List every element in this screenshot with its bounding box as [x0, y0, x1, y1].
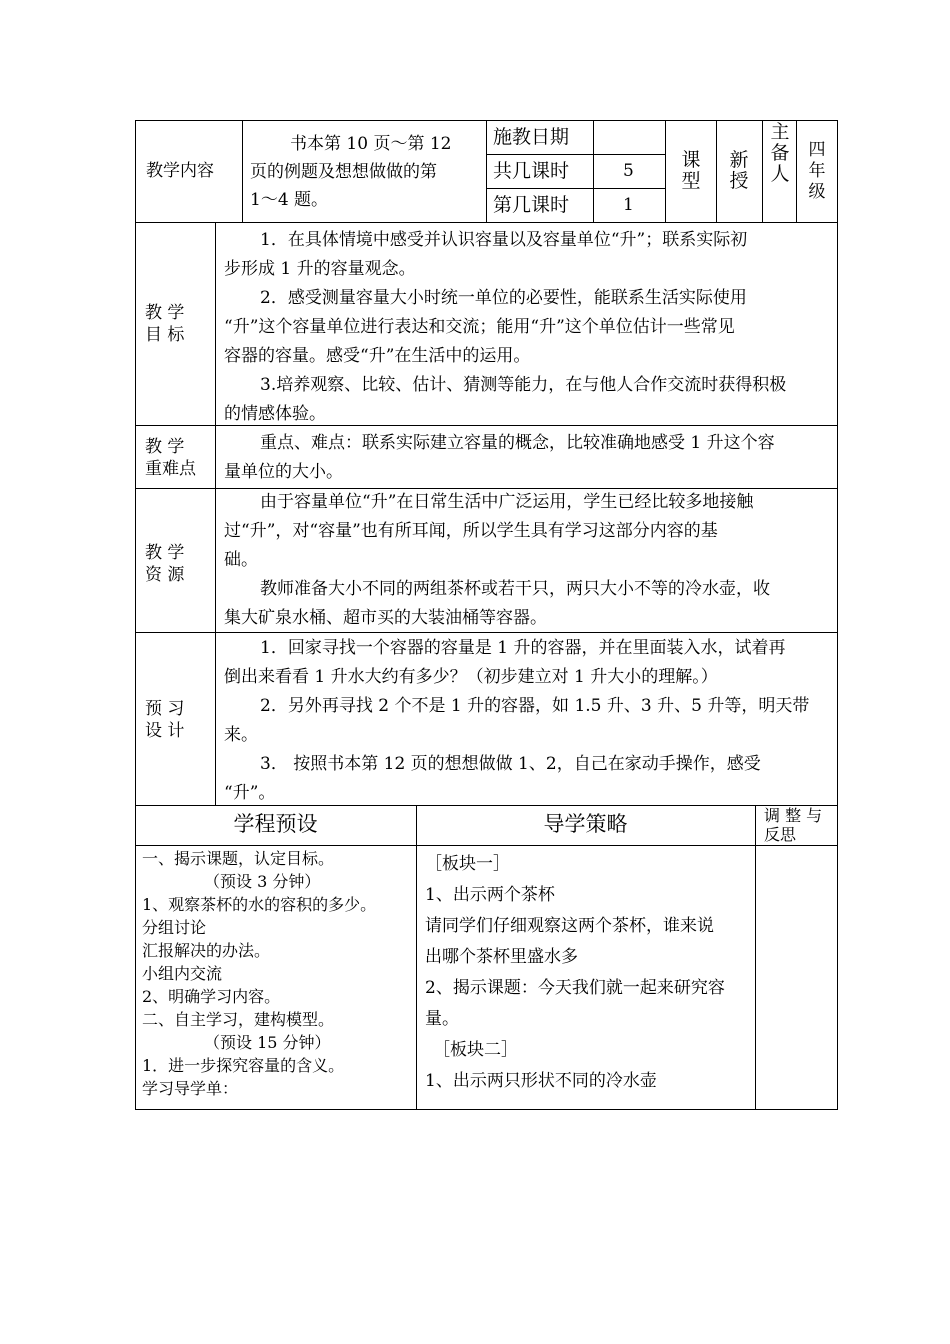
- strategy-line: 请同学们仔细观察这两个茶杯，谁来说: [425, 916, 714, 936]
- grade-value: [799, 140, 835, 203]
- preview-line: 1．回家寻找一个容器的容量是 1 升的容器，并在里面装入水，试着再: [260, 638, 786, 658]
- process-line: 二、自主学习，建构模型。: [142, 1010, 335, 1029]
- preview-label-line: 预 习: [145, 699, 185, 719]
- goals-line: 的情感体验。: [224, 404, 326, 424]
- preview-line: 3． 按照书本第 12 页的想想做做 1、2，自己在家动手操作，感受: [260, 754, 761, 774]
- reflect-column-header: [764, 806, 822, 844]
- rule-label-col: [215, 222, 216, 805]
- resources-line: 础。: [224, 550, 258, 570]
- process-line: 一、揭示课题，认定目标。: [142, 849, 335, 868]
- rule-h7: [796, 120, 797, 222]
- rule-colhead-bottom: [135, 845, 838, 846]
- rule-h1: [242, 120, 243, 222]
- rule-b1: [416, 805, 417, 1109]
- rule-right: [837, 120, 838, 1110]
- preview-line: 2．另外再寻找 2 个不是 1 升的容器，如 1.5 升、3 升、5 升等，明天带: [260, 696, 810, 716]
- rule-left: [135, 120, 136, 1110]
- teaching-content-text: [250, 130, 482, 214]
- content-line: 书本第 10 页～第 12: [290, 134, 452, 154]
- lesson-type-char: 型: [681, 170, 701, 192]
- process-content: [142, 847, 376, 1100]
- keypoints-line: 量单位的大小。: [224, 462, 343, 482]
- rule-b2: [755, 805, 756, 1109]
- current-period-value: 1: [623, 195, 634, 215]
- resources-label: [145, 542, 184, 586]
- goals-line: 2．感受测量容量大小时统一单位的必要性，能联系生活实际使用: [260, 288, 747, 308]
- strategy-column-header: 导学策略: [543, 812, 628, 836]
- lesson-type-value-char: 新: [729, 149, 749, 171]
- reflect-header-line: 反思: [764, 825, 797, 844]
- grade-char: 级: [808, 182, 826, 202]
- keypoints-line: 重点、难点：联系实际建立容量的概念，比较准确地感受 1 升这个容: [260, 433, 775, 453]
- rule-bottom: [135, 1109, 838, 1110]
- keypoints-label-line: 教 学: [145, 437, 185, 457]
- process-line: （预设 15 分钟）: [204, 1033, 331, 1052]
- content-line: 1～4 题。: [250, 190, 329, 210]
- preview-line: “升”。: [224, 783, 276, 803]
- current-period-label: 第几课时: [493, 194, 570, 216]
- strategy-line: 量。: [425, 1009, 459, 1029]
- strategy-line: ［板块一］: [425, 854, 510, 874]
- process-line: 2、明确学习内容。: [142, 987, 281, 1006]
- goals-line: 1．在具体情境中感受并认识容量以及容量单位“升”；联系实际初: [260, 230, 748, 250]
- date-label: 施教日期: [493, 126, 570, 148]
- process-line: 汇报解决的办法。: [142, 941, 271, 960]
- resources-line: 教师准备大小不同的两组茶杯或若干只，两只大小不等的冷水壶，收: [260, 579, 770, 599]
- resources-text: [224, 488, 770, 633]
- process-line: 分组讨论: [142, 918, 207, 937]
- goals-line: 3.培养观察、比较、估计、猜测等能力，在与他人合作交流时获得积极: [260, 375, 787, 395]
- process-line: 1．进一步探究容量的含义。: [142, 1056, 345, 1075]
- lead-preparer-label: [766, 122, 794, 185]
- goals-line: “升”这个容量单位进行表达和交流；能用“升”这个单位估计一些常见: [224, 317, 735, 337]
- resources-line: 过“升”，对“容量”也有所耳闻，所以学生具有学习这部分内容的基: [224, 521, 718, 541]
- reflect-header-line: 调 整 与: [764, 806, 823, 825]
- goals-line: 步形成 1 升的容量观念。: [224, 259, 416, 279]
- rule-h3: [593, 120, 594, 222]
- goals-text: [224, 226, 786, 429]
- rule-header-bottom: [135, 222, 838, 223]
- lesson-type-label: [670, 150, 712, 192]
- goals-label-line: 教 学: [145, 303, 185, 323]
- preview-line: 倒出来看看 1 升水大约有多少？（初步建立对 1 升大小的理解。）: [224, 667, 718, 687]
- preview-label-line: 设 计: [145, 721, 185, 741]
- rule-h5: [716, 120, 717, 222]
- goals-line: 容器的容量。感受“升”在生活中的运用。: [224, 346, 531, 366]
- strategy-line: 1、出示两个茶杯: [425, 885, 555, 905]
- rule-h2: [486, 120, 487, 222]
- process-line: 1、观察茶杯的水的容积的多少。: [142, 895, 377, 914]
- grade-char: 年: [808, 161, 826, 181]
- preparer-char: 备: [770, 142, 790, 164]
- preview-line: 来。: [224, 725, 258, 745]
- goals-label: [145, 302, 184, 346]
- lesson-type-value-char: 授: [729, 170, 749, 192]
- lesson-type-char: 课: [681, 149, 701, 171]
- process-column-header: 学程预设: [233, 812, 318, 836]
- process-line: （预设 3 分钟）: [204, 872, 321, 891]
- resources-line: 由于容量单位“升”在日常生活中广泛运用，学生已经比较多地接触: [260, 492, 754, 512]
- process-line: 小组内交流: [142, 964, 223, 983]
- resources-label-line: 教 学: [145, 543, 185, 563]
- teaching-content-label: 教学内容: [146, 161, 214, 181]
- strategy-line: ［板块二］: [433, 1040, 518, 1060]
- strategy-line: 2、揭示课题：今天我们就一起来研究容: [425, 978, 725, 998]
- preview-label: [145, 698, 184, 742]
- preview-text: [224, 634, 809, 808]
- preparer-char: 人: [770, 163, 790, 185]
- goals-label-line: 目 标: [145, 325, 185, 345]
- keypoints-label: [145, 436, 196, 480]
- lesson-type-value: [720, 150, 758, 192]
- resources-line: 集大矿泉水桶、超市买的大装油桶等容器。: [224, 608, 547, 628]
- rule-total-bottom: [486, 188, 665, 189]
- strategy-line: 1、出示两只形状不同的冷水壶: [425, 1071, 657, 1091]
- rule-date-bottom: [486, 154, 665, 155]
- content-line: 页的例题及想想做做的第: [250, 162, 437, 182]
- strategy-content: [425, 849, 725, 1097]
- rule-h4: [665, 120, 666, 222]
- rule-h6: [762, 120, 763, 222]
- total-periods-value: 5: [623, 161, 634, 181]
- total-periods-label: 共几课时: [493, 160, 570, 182]
- resources-label-line: 资 源: [145, 565, 185, 585]
- keypoints-text: [224, 429, 775, 487]
- keypoints-label-line: 重难点: [145, 459, 196, 479]
- process-line: 学习导学单：: [142, 1079, 239, 1098]
- preparer-char: 主: [770, 121, 790, 143]
- strategy-line: 出哪个茶杯里盛水多: [425, 947, 578, 967]
- grade-char: 四: [808, 140, 826, 160]
